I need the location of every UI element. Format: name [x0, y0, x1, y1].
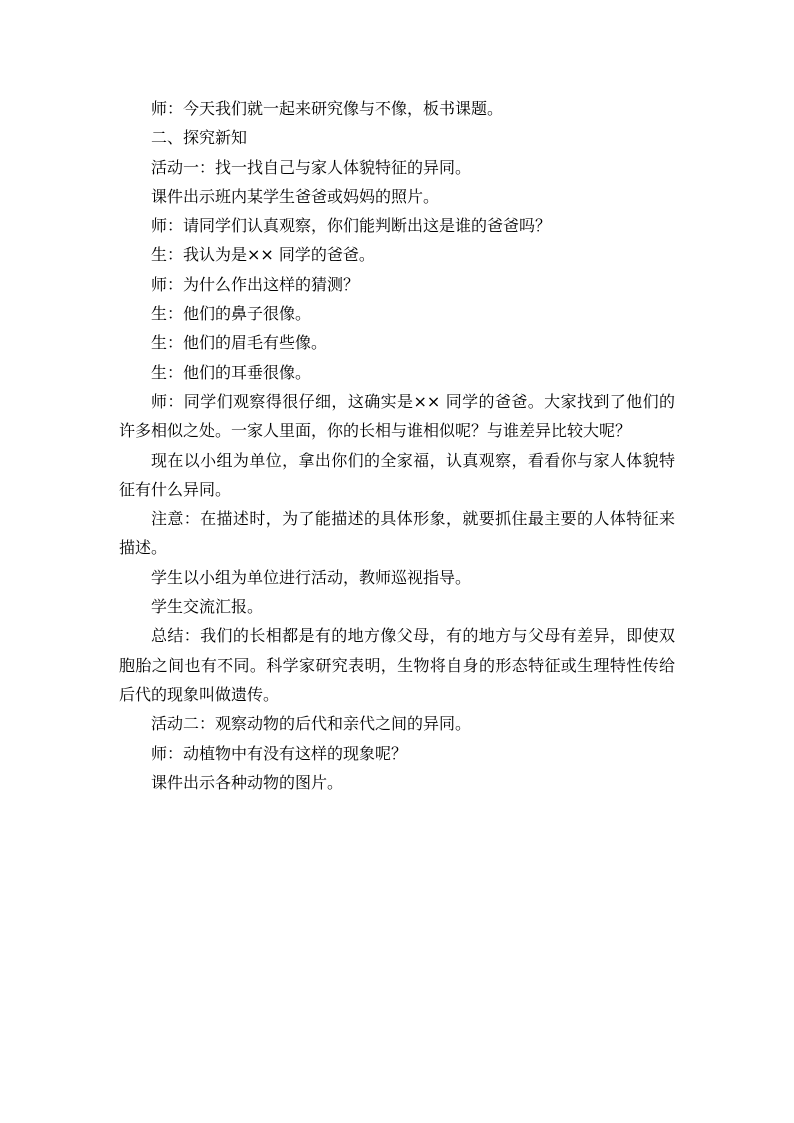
paragraph: 师：请同学们认真观察，你们能判断出这是谁的爸爸吗？	[151, 216, 552, 236]
paragraph-summary: 总结：我们的长相都是有的地方像父母，有的地方与父母有差异，即使双胞胎之间也有不同。科学家研究表明，生物将自身的形态特征或生理特性传给后代的现象叫做遗传。	[119, 626, 675, 704]
paragraph-activity-one: 活动一：找一找自己与家人体貌特征的异同。	[151, 157, 472, 177]
paragraph: 师：为什么作出这样的猜测？	[151, 274, 360, 294]
document-body	[119, 94, 675, 797]
section-heading: 二、探究新知	[151, 128, 248, 148]
paragraph: 师：动植物中有没有这样的现象呢？	[151, 743, 408, 763]
paragraph: 师：同学们观察得很仔细，这确实是×× 同学的爸爸。大家找到了他们的许多相似之处。一家人里面，你的长相与谁相似呢？与谁差异比较大呢？	[119, 391, 675, 441]
paragraph: 课件出示班内某学生爸爸或妈妈的照片。	[151, 186, 440, 206]
paragraph: 生：他们的眉毛有些像。	[151, 333, 328, 353]
paragraph: 学生交流汇报。	[151, 597, 264, 617]
paragraph-activity-two: 活动二：观察动物的后代和亲代之间的异同。	[151, 714, 472, 734]
paragraph-teacher-intro: 师：今天我们就一起来研究像与不像，板书课题。	[151, 99, 504, 118]
paragraph: 现在以小组为单位，拿出你们的全家福，认真观察，看看你与家人体貌特征有什么异同。	[119, 450, 675, 499]
paragraph: 学生以小组为单位进行活动，教师巡视指导。	[151, 567, 472, 587]
paragraph: 课件出示各种动物的图片。	[151, 772, 344, 792]
paragraph: 生：我认为是×× 同学的爸爸。	[151, 245, 375, 265]
paragraph-note: 注意：在描述时，为了能描述的具体形象，就要抓住最主要的人体特征来描述。	[119, 509, 675, 558]
paragraph: 生：他们的鼻子很像。	[151, 304, 312, 324]
paragraph: 生：他们的耳垂很像。	[151, 362, 312, 382]
